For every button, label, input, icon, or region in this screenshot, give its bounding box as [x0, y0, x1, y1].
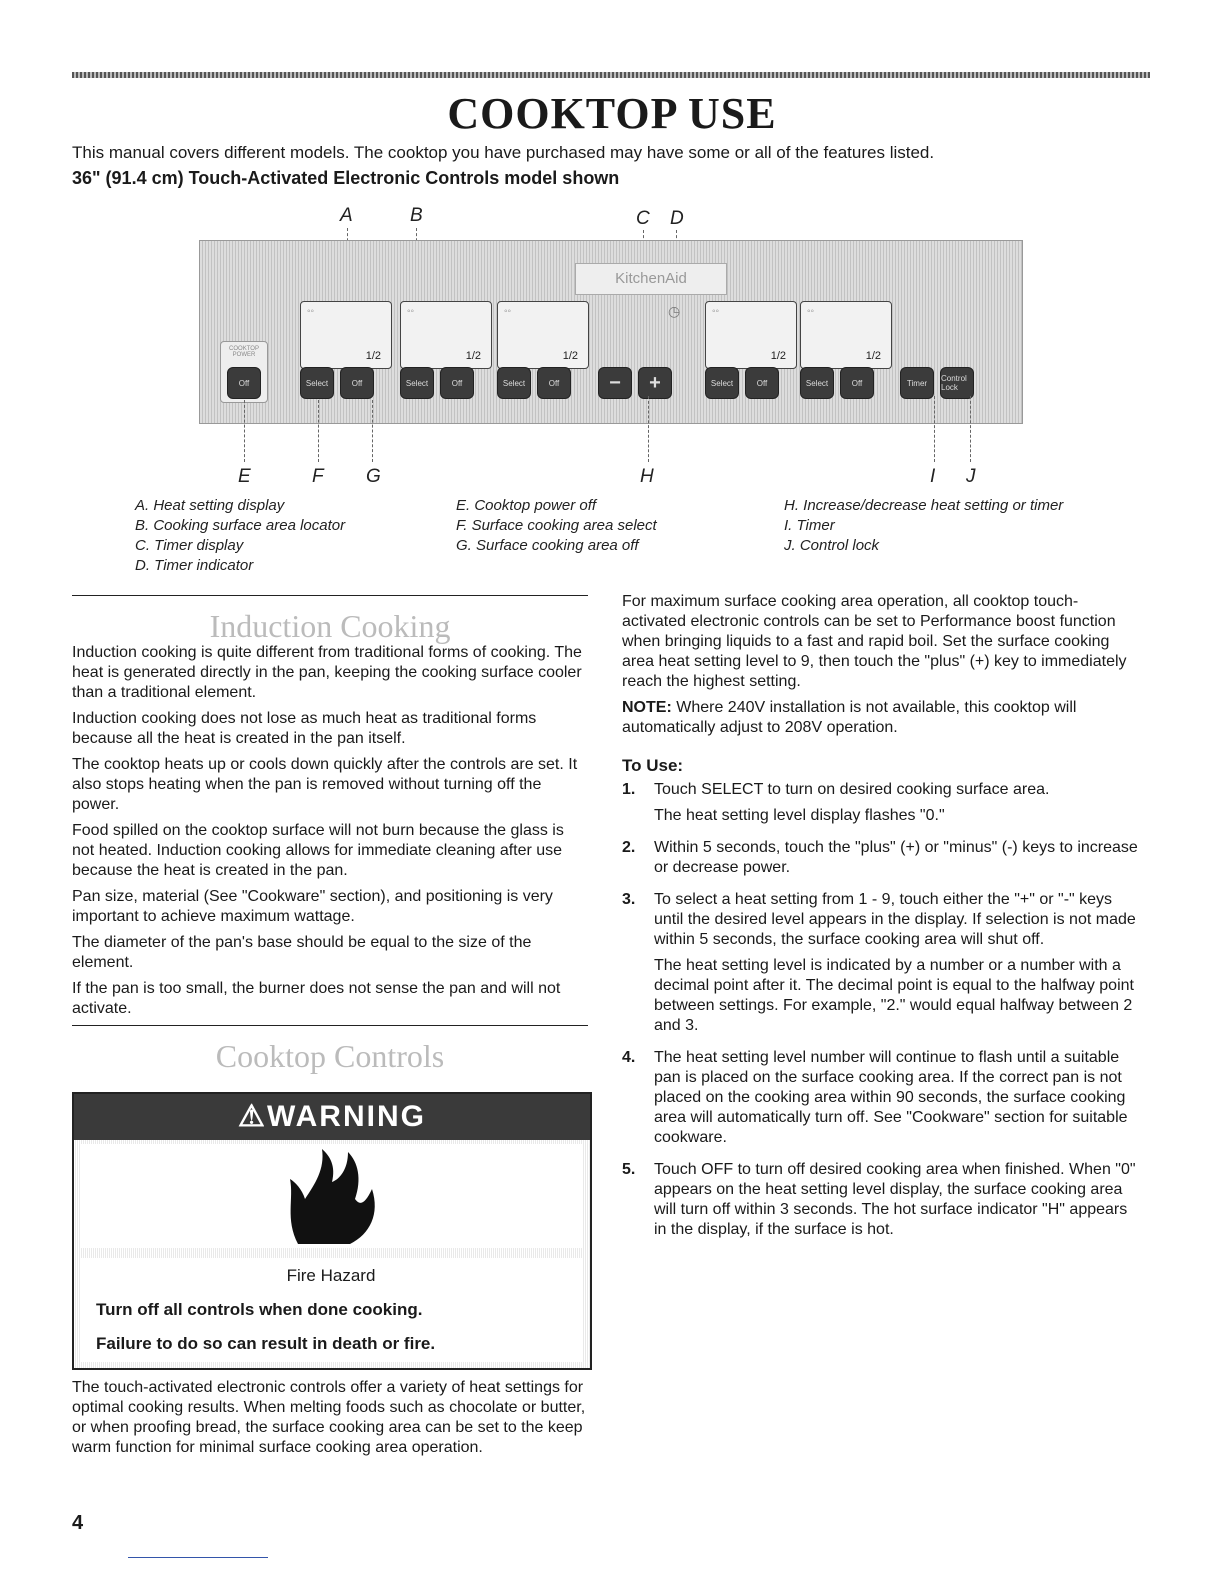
callout-b: B — [410, 205, 423, 226]
step-text: Within 5 seconds, touch the "plus" (+) or "minus" (-) keys to increase or decrease power. — [654, 839, 1138, 876]
list-item — [622, 1160, 1142, 1246]
off-key[interactable]: Off — [840, 367, 874, 399]
select-key[interactable]: Select — [497, 367, 531, 399]
callout-i: I — [930, 466, 936, 487]
step-text: Touch SELECT to turn on desired cooking surface area. — [654, 781, 1050, 798]
locator-icon: ◦◦ — [307, 306, 315, 317]
callout-a: A — [340, 205, 353, 226]
induction-body — [72, 643, 588, 1025]
select-key[interactable]: Select — [300, 367, 334, 399]
step-number: 4. — [622, 1049, 636, 1066]
paragraph: If the pan is too small, the burner does not sense the pan and will not activate. — [72, 980, 561, 1017]
heat-display-4 — [705, 301, 797, 369]
section-rule — [72, 595, 588, 596]
legend-col-3 — [784, 496, 1063, 556]
plus-key[interactable]: + — [638, 367, 672, 399]
legend-item: E. Cooktop power off — [456, 497, 597, 514]
controls-body — [72, 1378, 588, 1464]
heat-display-1 — [300, 301, 392, 369]
note-paragraph — [622, 698, 1142, 738]
warning-line-1: Turn off all controls when done cooking. — [96, 1300, 423, 1319]
level-label: 1/2 — [365, 350, 381, 362]
leader-f — [318, 400, 319, 462]
heat-display-2 — [400, 301, 492, 369]
fire-symbol-area — [80, 1144, 582, 1248]
step-number: 3. — [622, 891, 636, 908]
legend-col-1 — [135, 496, 345, 576]
control-lock-key[interactable]: Control Lock — [940, 367, 974, 399]
paragraph: Food spilled on the cooktop surface will not burn because the glass is not heated. Induction cooking allows for immediate cleaning after use because the heat is created in the pan. — [72, 822, 564, 879]
off-key[interactable]: Off — [745, 367, 779, 399]
list-item — [622, 838, 1142, 884]
keys-zone-5 — [800, 367, 874, 397]
legend-item: C. Timer display — [135, 537, 244, 554]
cooktop-power-off-key[interactable]: Off — [227, 367, 261, 399]
timer-indicator-icon: ◷ — [668, 303, 681, 319]
section-rule — [72, 1025, 588, 1026]
off-key[interactable]: Off — [440, 367, 474, 399]
level-label: 1/2 — [865, 350, 881, 362]
leader-j — [970, 396, 971, 462]
warning-box — [72, 1092, 592, 1370]
callout-d: D — [670, 208, 684, 229]
step-extra: The heat setting level display flashes "0." — [654, 807, 945, 824]
legend-item: A. Heat setting display — [135, 497, 285, 514]
footer-line — [128, 1557, 268, 1558]
control-panel-diagram — [199, 240, 1023, 424]
header-rule — [72, 72, 1150, 78]
plus-minus-keys — [598, 367, 672, 397]
select-key[interactable]: Select — [400, 367, 434, 399]
list-item — [622, 890, 1142, 1042]
diagram-subtitle: 36" (91.4 cm) Touch-Activated Electronic Controls model shown — [72, 168, 620, 188]
legend-item: B. Cooking surface area locator — [135, 517, 346, 534]
leader-g — [372, 400, 373, 462]
legend-item: H. Increase/decrease heat setting or timer — [784, 497, 1064, 514]
list-item — [622, 1048, 1142, 1154]
legend-item: F. Surface cooking area select — [456, 517, 657, 534]
keys-zone-4 — [705, 367, 779, 397]
locator-icon: ◦◦ — [807, 306, 815, 317]
hazard-title: Fire Hazard — [286, 1266, 376, 1285]
keys-zone-2 — [400, 367, 474, 397]
note-label: NOTE: — [622, 699, 672, 716]
legend-item: J. Control lock — [784, 537, 880, 554]
heat-display-3 — [497, 301, 589, 369]
power-label: COOKTOP POWER — [229, 346, 259, 358]
leader-h — [648, 396, 649, 462]
step-text: To select a heat setting from 1 - 9, touch either the "+" or "-" keys until the desired level appears in the display. If selection is not made within 5 seconds, the surface cooking area will shut off. — [654, 891, 1136, 948]
callout-e: E — [238, 466, 251, 487]
paragraph: Induction cooking is quite different from traditional forms of cooking. The heat is generated directly in the pan, keeping the cooking surface cooler than a traditional element. — [72, 644, 582, 701]
step-text: Touch OFF to turn off desired cooking area when finished. When "0" appears on the heat setting level display, the surface cooking area will turn off within 3 seconds. The hot surface indicator "H" appears in the display, if the surface is hot. — [654, 1161, 1136, 1238]
callout-f: F — [312, 466, 324, 487]
select-key[interactable]: Select — [705, 367, 739, 399]
select-key[interactable]: Select — [800, 367, 834, 399]
legend-col-2 — [456, 496, 657, 556]
list-item — [622, 780, 1142, 832]
callout-j: J — [966, 466, 976, 487]
legend-item: I. Timer — [784, 517, 835, 534]
level-label: 1/2 — [465, 350, 481, 362]
keys-zone-1 — [300, 367, 374, 397]
step-text: The heat setting level number will continue to flash until a suitable pan is placed on the surface cooking area. If the correct pan is not placed on the cooking area within 90 seconds, the surface cooking area will automatically turn off. See "Cookware" section for suitable cookware. — [654, 1049, 1128, 1146]
warning-text-area — [80, 1258, 582, 1362]
steps-list — [622, 780, 1142, 1252]
callout-h: H — [640, 466, 654, 487]
locator-icon: ◦◦ — [504, 306, 512, 317]
brand-logo: KitchenAid — [575, 263, 727, 295]
paragraph: Pan size, material (See "Cookware" section), and positioning is very important to achieve maximum wattage. — [72, 888, 553, 925]
paragraph: The cooktop heats up or cools down quickly after the controls are set. It also stops heating when the pan is removed without turning off the power. — [72, 756, 578, 813]
callout-g: G — [366, 466, 381, 487]
right-column-intro — [622, 592, 1142, 744]
step-number: 5. — [622, 1161, 636, 1178]
performance-paragraph: For maximum surface cooking area operation, all cooktop touch-activated electronic controls can be set to Performance boost function when bringing liquids to a fast and rapid boil. Set the surface cooking area heat setting level to 9, then touch the "plus" (+) key to immediately reach the highest setting. — [622, 593, 1127, 690]
fire-hazard-icon — [80, 1144, 582, 1248]
page-number: 4 — [72, 1512, 84, 1534]
off-key[interactable]: Off — [340, 367, 374, 399]
step-number: 2. — [622, 839, 636, 856]
callout-c: C — [636, 208, 650, 229]
controls-heading: Cooktop Controls — [215, 1038, 445, 1074]
locator-icon: ◦◦ — [407, 306, 415, 317]
induction-heading: Induction Cooking — [209, 608, 451, 644]
to-use-heading: To Use: — [622, 756, 684, 775]
heat-display-5 — [800, 301, 892, 369]
step-number: 1. — [622, 781, 636, 798]
minus-key[interactable]: − — [598, 367, 632, 399]
warning-line-2: Failure to do so can result in death or fire. — [96, 1334, 436, 1353]
off-key[interactable]: Off — [537, 367, 571, 399]
warning-label: WARNING — [266, 1100, 426, 1133]
timer-key[interactable]: Timer — [900, 367, 934, 399]
note-text: Where 240V installation is not available, this cooktop will automatically adjust to 208V operation. — [622, 699, 1077, 736]
paragraph: Induction cooking does not lose as much heat as traditional forms because all the heat is created in the pan itself. — [72, 710, 537, 747]
legend-item: D. Timer indicator — [135, 557, 254, 574]
level-label: 1/2 — [770, 350, 786, 362]
paragraph: The diameter of the pan's base should be equal to the size of the element. — [72, 934, 532, 971]
warning-triangle-icon: ⚠ — [238, 1100, 267, 1133]
intro-text: This manual covers different models. The cooktop you have purchased may have some or all of the features listed. — [72, 143, 935, 162]
leader-e — [244, 400, 245, 462]
locator-icon: ◦◦ — [712, 306, 720, 317]
step-extra: The heat setting level is indicated by a number or a number with a decimal point after it. The decimal point is equal to the halfway point between settings. For example, "2." would equal halfway between 2 and 3. — [654, 957, 1134, 1034]
warning-header — [74, 1094, 590, 1140]
level-label: 1/2 — [562, 350, 578, 362]
timer-lock-keys — [900, 367, 974, 397]
legend-item: G. Surface cooking area off — [456, 537, 639, 554]
keys-zone-3 — [497, 367, 571, 397]
page-title: COOKTOP USE — [447, 89, 777, 138]
power-key-group — [227, 367, 261, 397]
leader-i — [934, 396, 935, 462]
paragraph: The touch-activated electronic controls offer a variety of heat settings for optimal cooking results. When melting foods such as chocolate or butter, or when proofing bread, the surface cooking area can be set to the keep warm function for minimal surface cooking area operation. — [72, 1379, 586, 1456]
